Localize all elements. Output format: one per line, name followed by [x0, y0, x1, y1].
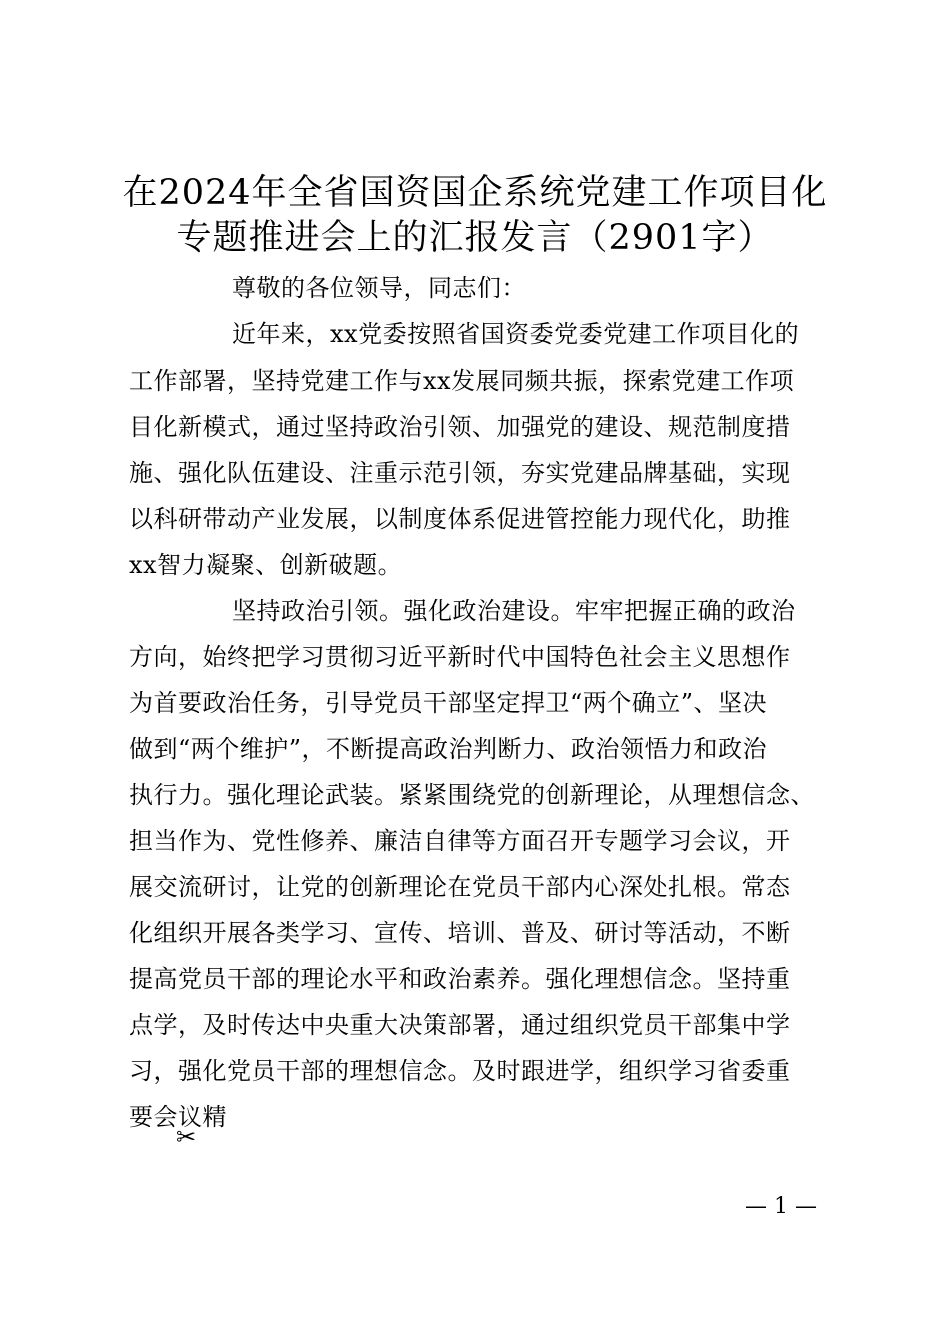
paragraph-2-line-3: 为首要政治任务，引导党员干部坚定捍卫“两个确立”、坚决	[129, 689, 768, 717]
paragraph-2-line-5: 执行力。强化理论武装。紧紧围绕党的创新理论，从理想信念、	[129, 781, 815, 809]
paragraph-2-line-12: 要会议精	[129, 1103, 227, 1131]
paragraph-1-line-2: 工作部署，坚持党建工作与xx发展同频共振，探索党建工作项	[129, 367, 795, 395]
paragraph-2-line-4: 做到“两个维护”，不断提高政治判断力、政治领悟力和政治	[129, 735, 768, 763]
paragraph-1-line-1: 近年来，xx党委按照省国资委党委党建工作项目化的	[232, 320, 800, 348]
document-title-line-1: 在2024年全省国资国企系统党建工作项目化	[122, 173, 828, 213]
document-title-line-2: 专题推进会上的汇报发言（2901字）	[176, 218, 774, 258]
paragraph-1-line-5: 以科研带动产业发展，以制度体系促进管控能力现代化，助推	[129, 505, 791, 533]
paragraph-1-line-3: 目化新模式，通过坚持政治引领、加强党的建设、规范制度措	[129, 413, 791, 441]
scissors-icon: ✂	[176, 1123, 197, 1151]
page-number: — 1 —	[745, 1194, 817, 1219]
paragraph-1-line-4: 施、强化队伍建设、注重示范引领，夯实党建品牌基础，实现	[129, 459, 791, 487]
paragraph-2-line-11: 习，强化党员干部的理想信念。及时跟进学，组织学习省委重	[129, 1057, 791, 1085]
paragraph-2-line-2: 方向，始终把学习贯彻习近平新时代中国特色社会主义思想作	[129, 643, 791, 671]
paragraph-2-line-7: 展交流研讨，让党的创新理论在党员干部内心深处扎根。常态	[129, 873, 791, 901]
paragraph-2-line-6: 担当作为、党性修养、廉洁自律等方面召开专题学习会议，开	[129, 827, 791, 855]
salutation: 尊敬的各位领导，同志们：	[232, 274, 526, 302]
paragraph-1-line-6: xx智力凝聚、创新破题。	[129, 551, 403, 579]
paragraph-2-line-1: 坚持政治引领。强化政治建设。牢牢把握正确的政治	[232, 597, 796, 625]
paragraph-2-line-8: 化组织开展各类学习、宣传、培训、普及、研讨等活动，不断	[129, 919, 791, 947]
paragraph-2-line-10: 点学，及时传达中央重大决策部署，通过组织党员干部集中学	[129, 1011, 791, 1039]
paragraph-2-line-9: 提高党员干部的理论水平和政治素养。强化理想信念。坚持重	[129, 965, 791, 993]
